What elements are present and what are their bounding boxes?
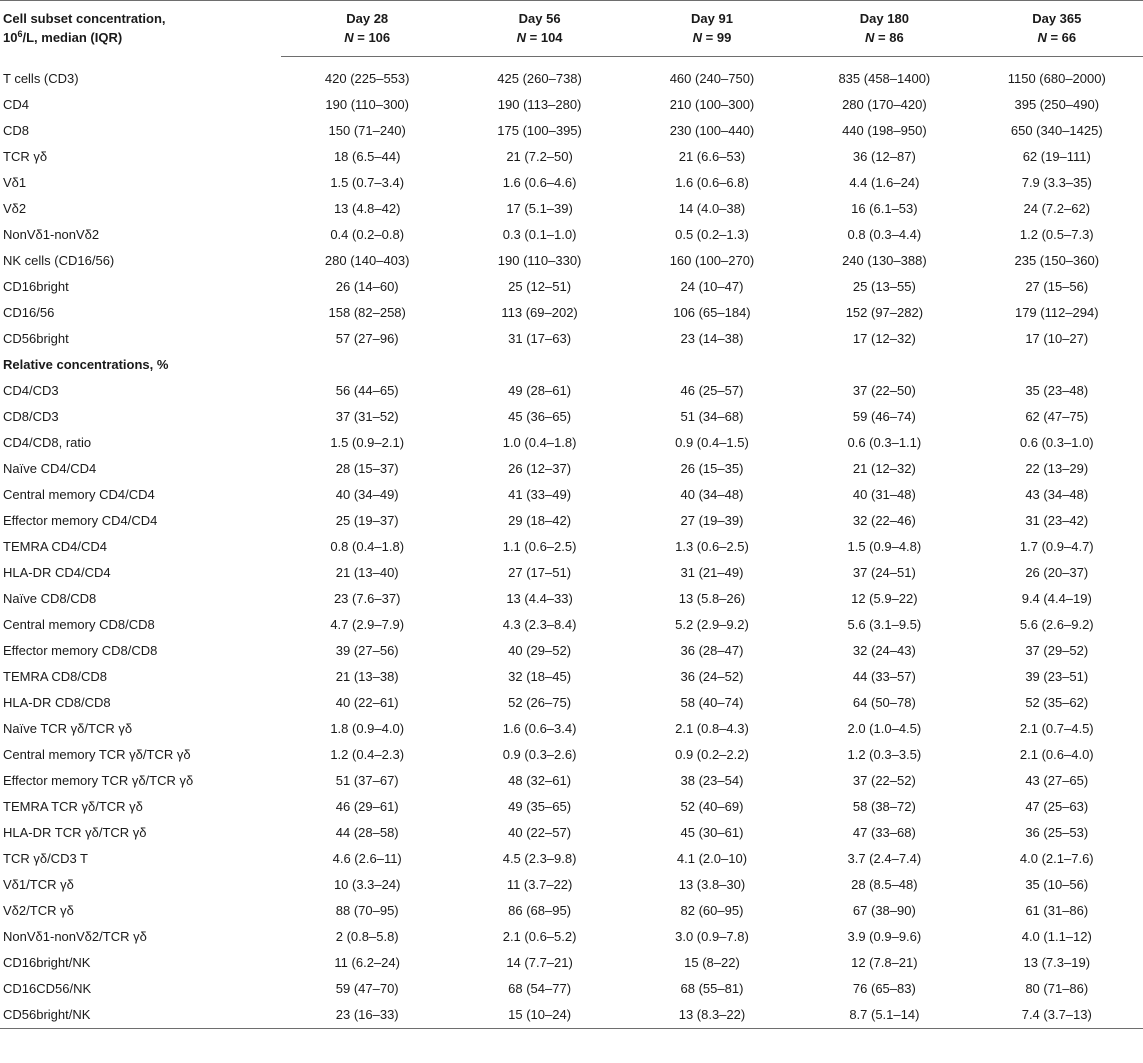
- cell-value: 31 (21–49): [680, 565, 744, 580]
- row-label: Naïve CD8/CD8: [3, 591, 97, 606]
- cell-value: 23 (14–38): [680, 331, 744, 346]
- cell-value: 4.3 (2.3–8.4): [502, 617, 577, 632]
- cell-value: 25 (19–37): [335, 513, 399, 528]
- table-row: [0, 326, 1143, 352]
- cell-value: 7.4 (3.7–13): [971, 1002, 1143, 1029]
- row-label: CD16/56: [3, 305, 55, 320]
- cell-value: 230 (100–440): [669, 123, 755, 138]
- row-label: CD4/CD3: [3, 383, 59, 398]
- cell-value: 28 (8.5–48): [851, 877, 918, 892]
- row-label: TCR γδ/CD3 T: [3, 851, 89, 866]
- cell-value: 1.2 (0.3–3.5): [847, 747, 922, 762]
- cell-value: 3.7 (2.4–7.4): [847, 851, 922, 866]
- row-label: NK cells (CD16/56): [3, 253, 115, 268]
- cell-value: 210 (100–300): [669, 97, 755, 112]
- cell-value: 13 (4.4–33): [506, 591, 573, 606]
- table-row: [0, 274, 1143, 300]
- cell-value: 1.1 (0.6–2.5): [502, 539, 577, 554]
- cell-value: 8.7 (5.1–14): [798, 1002, 970, 1029]
- cell-value: 650 (340–1425): [1010, 123, 1103, 138]
- n-value: 66: [1061, 30, 1077, 45]
- cell-value: 39 (27–56): [335, 643, 399, 658]
- cell-value: 25 (12–51): [508, 279, 572, 294]
- first-column-header: [0, 1, 281, 57]
- cell-value: 23 (7.6–37): [333, 591, 401, 606]
- cell-value: 240 (130–388): [842, 253, 927, 268]
- column-header-day: [626, 1, 798, 29]
- cell-value: 17 (12–32): [852, 331, 916, 346]
- cell-value: 59 (47–70): [335, 981, 399, 996]
- cell-value: 36 (25–53): [1025, 825, 1089, 840]
- cell-value: 4.4 (1.6–24): [849, 175, 920, 190]
- cell-value: 190 (110–300): [325, 97, 409, 112]
- row-label: Effector memory CD4/CD4: [3, 513, 158, 528]
- cell-value: 2 (0.8–5.8): [335, 929, 399, 944]
- cell-value: 26 (12–37): [508, 461, 572, 476]
- cell-value: 58 (40–74): [680, 695, 744, 710]
- cell-value: 0.9 (0.3–2.6): [502, 747, 577, 762]
- cell-value: 36 (28–47): [680, 643, 744, 658]
- cell-value: 40 (29–52): [508, 643, 572, 658]
- cell-value: 1.0 (0.4–1.8): [502, 435, 577, 450]
- cell-value: 35 (10–56): [1025, 877, 1089, 892]
- cell-value: 18 (6.5–44): [333, 149, 401, 164]
- cell-value: 68 (54–77): [508, 981, 572, 996]
- cell-value: 113 (69–202): [501, 305, 578, 320]
- cell-value: 3.0 (0.9–7.8): [675, 929, 749, 944]
- cell-value: 37 (22–52): [852, 773, 916, 788]
- row-label: Vδ2: [3, 201, 27, 216]
- cell-value: 5.6 (2.6–9.2): [1019, 617, 1094, 632]
- table-row: [0, 482, 1143, 508]
- cell-value: 460 (240–750): [669, 71, 755, 86]
- cell-value: 11 (6.2–24): [334, 955, 400, 970]
- day-label: Day 180: [859, 11, 909, 26]
- n-value: 104: [540, 30, 563, 45]
- cell-value: 80 (71–86): [1025, 981, 1089, 996]
- cell-value: 62 (19–111): [1022, 149, 1091, 164]
- cell-value: 31 (23–42): [1025, 513, 1089, 528]
- table-row: [0, 1002, 1143, 1029]
- column-header-n: N = 66: [971, 28, 1143, 57]
- first-column-header-line1: Cell subset concentration,: [3, 11, 166, 26]
- cell-value: 2.1 (0.8–4.3): [675, 721, 749, 736]
- cell-value: 0.6 (0.3–1.1): [847, 435, 922, 450]
- cell-value: 28 (15–37): [335, 461, 399, 476]
- row-label: HLA-DR CD4/CD4: [3, 565, 111, 580]
- cell-value: 32 (18–45): [508, 669, 572, 684]
- table-row: [0, 118, 1143, 144]
- table-row: [0, 690, 1143, 716]
- n-label: N: [1037, 30, 1047, 45]
- cell-value: 190 (110–330): [497, 253, 582, 268]
- n-label: N: [344, 30, 354, 45]
- cell-value: 45 (30–61): [680, 825, 744, 840]
- cell-value: 35 (23–48): [1025, 383, 1089, 398]
- cell-value: 17 (10–27): [1025, 331, 1089, 346]
- cell-value: 0.9 (0.4–1.5): [675, 435, 749, 450]
- cell-value: 0.3 (0.1–1.0): [502, 227, 577, 242]
- cell-value: 86 (68–95): [508, 903, 572, 918]
- cell-value: 51 (34–68): [680, 409, 744, 424]
- cell-value: 39 (23–51): [1025, 669, 1089, 684]
- cell-value: 1150 (680–2000): [1007, 71, 1106, 86]
- n-label: N: [865, 30, 875, 45]
- cell-value: 25 (13–55): [852, 279, 916, 294]
- cell-value: 62 (47–75): [1025, 409, 1089, 424]
- cell-value: 1.5 (0.7–3.4): [330, 175, 405, 190]
- cell-value: 22 (13–29): [1025, 461, 1089, 476]
- cell-value: 21 (7.2–50): [506, 149, 573, 164]
- cell-value: 2.0 (1.0–4.5): [847, 721, 922, 736]
- column-header-n: N = 86: [798, 28, 970, 57]
- cell-value: 1.5 (0.9–4.8): [847, 539, 922, 554]
- cell-value: 0.4 (0.2–0.8): [330, 227, 405, 242]
- cell-value: 36 (24–52): [680, 669, 744, 684]
- day-label: Day 91: [691, 11, 733, 26]
- table-row: [0, 430, 1143, 456]
- row-label: CD16bright/NK: [3, 955, 91, 970]
- day-label: Day 365: [1032, 11, 1082, 26]
- cell-value: 76 (65–83): [852, 981, 916, 996]
- cell-value: 420 (225–553): [324, 71, 410, 86]
- row-label: Central memory CD8/CD8: [3, 617, 155, 632]
- cell-value: [626, 352, 798, 378]
- cell-value: 152 (97–282): [845, 305, 924, 320]
- cell-value: 17 (5.1–39): [506, 201, 573, 216]
- cell-value: 43 (27–65): [1025, 773, 1089, 788]
- table-row: [0, 664, 1143, 690]
- table-row: [0, 534, 1143, 560]
- cell-value: 1.7 (0.9–4.7): [1019, 539, 1094, 554]
- row-label: CD56bright/NK: [0, 1002, 281, 1029]
- cell-value: 3.9 (0.9–9.6): [847, 929, 922, 944]
- cell-value: 36 (12–87): [852, 149, 916, 164]
- cell-value: [281, 352, 453, 378]
- cell-value: 1.3 (0.6–2.5): [675, 539, 749, 554]
- row-label: T cells (CD3): [3, 71, 79, 86]
- row-label: CD16CD56/NK: [3, 981, 92, 996]
- row-label: Effector memory CD8/CD8: [3, 643, 158, 658]
- cell-value: 395 (250–490): [1014, 97, 1100, 112]
- row-label: CD56bright: [3, 331, 69, 346]
- row-label: TEMRA TCR γδ/TCR γδ: [3, 799, 143, 814]
- cell-value: 13 (8.3–22): [626, 1002, 798, 1029]
- cell-value: 82 (60–95): [680, 903, 744, 918]
- cell-value: 5.6 (3.1–9.5): [847, 617, 922, 632]
- cell-value: 425 (260–738): [497, 71, 582, 86]
- cell-value: 14 (7.7–21): [506, 955, 573, 970]
- cell-value: 1.6 (0.6–3.4): [502, 721, 577, 736]
- row-label: TCR γδ: [3, 149, 48, 164]
- table-row: [0, 300, 1143, 326]
- cell-value: 21 (13–38): [335, 669, 399, 684]
- first-column-header-line2-pre: 10: [3, 30, 18, 45]
- row-label: TEMRA CD4/CD4: [3, 539, 108, 554]
- cell-value: 1.5 (0.9–2.1): [330, 435, 405, 450]
- cell-value: 14 (4.0–38): [678, 201, 746, 216]
- cell-value: 9.4 (4.4–19): [1021, 591, 1092, 606]
- table-row: [0, 872, 1143, 898]
- cell-value: 7.9 (3.3–35): [1021, 175, 1092, 190]
- table-row: [0, 586, 1143, 612]
- cell-value: 0.8 (0.3–4.4): [847, 227, 922, 242]
- row-label: CD4: [3, 97, 30, 112]
- cell-value: 37 (24–51): [852, 565, 916, 580]
- cell-value: 41 (33–49): [508, 487, 572, 502]
- cell-value: 175 (100–395): [497, 123, 582, 138]
- cell-value: 150 (71–240): [328, 123, 406, 138]
- cell-value: 106 (65–184): [673, 305, 751, 320]
- column-header-n: N = 104: [453, 28, 625, 57]
- cell-value: 4.6 (2.6–11): [332, 851, 402, 866]
- cell-value: 57 (27–96): [335, 331, 399, 346]
- cell-value: 47 (33–68): [852, 825, 916, 840]
- table-header: [0, 1, 1143, 57]
- table-row: [0, 378, 1143, 404]
- row-label: CD8/CD3: [3, 409, 59, 424]
- table-row: [0, 846, 1143, 872]
- cell-value: 51 (37–67): [335, 773, 399, 788]
- table-row: [0, 404, 1143, 430]
- cell-value: 4.5 (2.3–9.8): [502, 851, 577, 866]
- cell-value: 37 (22–50): [852, 383, 916, 398]
- cell-value: 190 (113–280): [497, 97, 582, 112]
- cell-value: [798, 352, 970, 378]
- row-label: Vδ1: [3, 175, 27, 190]
- row-label: NonVδ1-nonVδ2: [3, 227, 100, 242]
- cell-value: 52 (26–75): [508, 695, 572, 710]
- row-label: HLA-DR CD8/CD8: [3, 695, 111, 710]
- cell-value: 15 (10–24): [453, 1002, 625, 1029]
- cell-value: 15 (8–22): [684, 955, 740, 970]
- first-column-header-superscript: 6: [17, 29, 23, 39]
- cell-value: 32 (24–43): [852, 643, 916, 658]
- row-label: TEMRA CD8/CD8: [3, 669, 108, 684]
- cell-value: 43 (34–48): [1025, 487, 1089, 502]
- row-label: Naïve TCR γδ/TCR γδ: [3, 721, 133, 736]
- table-row: [0, 638, 1143, 664]
- cell-value: 27 (15–56): [1025, 279, 1089, 294]
- cell-value: 26 (14–60): [335, 279, 399, 294]
- n-value: 86: [889, 30, 904, 45]
- cell-value: 2.1 (0.7–4.5): [1019, 721, 1094, 736]
- table-row: [0, 768, 1143, 794]
- cell-value: 280 (140–403): [324, 253, 410, 268]
- cell-value: 4.7 (2.9–7.9): [330, 617, 405, 632]
- cell-value: 47 (25–63): [1025, 799, 1089, 814]
- cell-value: 12 (5.9–22): [851, 591, 918, 606]
- cell-value: 10 (3.3–24): [333, 877, 401, 892]
- table-row: [0, 456, 1143, 482]
- row-label: Vδ1/TCR γδ: [3, 877, 74, 892]
- cell-value: 0.9 (0.2–2.2): [675, 747, 749, 762]
- cell-value: 40 (22–61): [335, 695, 399, 710]
- table-row: [0, 66, 1143, 92]
- cell-value: 56 (44–65): [335, 383, 399, 398]
- cell-value: 38 (23–54): [680, 773, 744, 788]
- n-label: N: [692, 30, 703, 45]
- table-row: [0, 950, 1143, 976]
- n-value: 106: [368, 30, 391, 45]
- row-label: Central memory TCR γδ/TCR γδ: [3, 747, 191, 762]
- cell-value: 179 (112–294): [1014, 305, 1099, 320]
- table-body: [0, 57, 1143, 1029]
- cell-value: 1.2 (0.5–7.3): [1019, 227, 1094, 242]
- cell-value: 31 (17–63): [508, 331, 572, 346]
- row-label: HLA-DR TCR γδ/TCR γδ: [3, 825, 147, 840]
- table-row: [0, 924, 1143, 950]
- column-header-day: [281, 1, 453, 29]
- cell-value: 440 (198–950): [842, 123, 927, 138]
- cell-value: 40 (34–48): [680, 487, 744, 502]
- cell-value: 48 (32–61): [508, 773, 572, 788]
- cell-value: 68 (55–81): [680, 981, 744, 996]
- n-label: N: [516, 30, 527, 45]
- cell-value: 40 (22–57): [508, 825, 572, 840]
- cell-value: 4.0 (1.1–12): [1021, 929, 1092, 944]
- cell-value: 16 (6.1–53): [851, 201, 918, 216]
- cell-value: 13 (7.3–19): [1023, 955, 1091, 970]
- row-label: Naïve CD4/CD4: [3, 461, 97, 476]
- cell-value: 0.5 (0.2–1.3): [675, 227, 749, 242]
- section-header-row: [0, 352, 1143, 378]
- cell-value: 32 (22–46): [852, 513, 916, 528]
- day-label: Day 28: [346, 11, 389, 26]
- column-header-day: [971, 1, 1143, 29]
- table-row: [0, 508, 1143, 534]
- cell-value: 21 (13–40): [335, 565, 399, 580]
- cell-value: [453, 352, 625, 378]
- table-row: [0, 820, 1143, 846]
- cell-value: 27 (19–39): [680, 513, 744, 528]
- row-label: CD16bright: [3, 279, 69, 294]
- cell-value: 44 (33–57): [852, 669, 916, 684]
- table-row: [0, 196, 1143, 222]
- cell-value: 280 (170–420): [842, 97, 927, 112]
- cell-value: 1.2 (0.4–2.3): [330, 747, 405, 762]
- column-header-n: N = 99: [626, 28, 798, 57]
- table-row: [0, 976, 1143, 1002]
- cell-value: 46 (25–57): [680, 383, 744, 398]
- cell-value: 45 (36–65): [508, 409, 572, 424]
- cell-value: 27 (17–51): [508, 565, 572, 580]
- cell-value: 40 (34–49): [335, 487, 399, 502]
- cell-value: 160 (100–270): [669, 253, 755, 268]
- cell-value: 1.6 (0.6–6.8): [675, 175, 749, 190]
- cell-value: 26 (15–35): [680, 461, 744, 476]
- cell-value: 0.6 (0.3–1.0): [1019, 435, 1094, 450]
- column-header-day: [798, 1, 970, 29]
- cell-value: 5.2 (2.9–9.2): [675, 617, 749, 632]
- table-row: [0, 170, 1143, 196]
- cell-value: 158 (82–258): [328, 305, 406, 320]
- cell-value: 29 (18–42): [508, 513, 572, 528]
- day-label: Day 56: [518, 11, 561, 26]
- table-row: [0, 560, 1143, 586]
- cell-value: 58 (38–72): [852, 799, 916, 814]
- cell-value: 21 (6.6–53): [678, 149, 746, 164]
- table-row: [0, 222, 1143, 248]
- cell-value: 4.0 (2.1–7.6): [1019, 851, 1094, 866]
- cell-value: 12 (7.8–21): [851, 955, 918, 970]
- n-value: 99: [716, 30, 732, 45]
- cell-value: 88 (70–95): [335, 903, 399, 918]
- cell-value: 1.6 (0.6–4.6): [502, 175, 577, 190]
- table-row: [0, 248, 1143, 274]
- column-header-day: [453, 1, 625, 29]
- table-row: [0, 92, 1143, 118]
- row-label: Central memory CD4/CD4: [3, 487, 155, 502]
- cell-value: 59 (46–74): [852, 409, 916, 424]
- first-column-header-line2-post: /L, median (IQR): [22, 30, 123, 45]
- table-row: [0, 898, 1143, 924]
- cell-value: 1.8 (0.9–4.0): [330, 721, 405, 736]
- row-label: CD4/CD8, ratio: [3, 435, 92, 450]
- cell-value: 0.8 (0.4–1.8): [330, 539, 405, 554]
- cell-value: [971, 352, 1143, 378]
- cell-value: 49 (28–61): [508, 383, 572, 398]
- cell-value: 4.1 (2.0–10): [676, 851, 748, 866]
- table-row: [0, 612, 1143, 638]
- table-row: [0, 144, 1143, 170]
- cell-value: 13 (5.8–26): [678, 591, 746, 606]
- header-row-1: [0, 1, 1143, 29]
- cell-value: 24 (10–47): [680, 279, 744, 294]
- spacer-row: [0, 57, 1143, 67]
- cell-value: 11 (3.7–22): [506, 877, 573, 892]
- cell-value: 61 (31–86): [1025, 903, 1089, 918]
- cell-value: 21 (12–32): [852, 461, 916, 476]
- row-label: CD8: [3, 123, 30, 138]
- cell-value: 2.1 (0.6–4.0): [1019, 747, 1094, 762]
- column-header-n: N = 106: [281, 28, 453, 57]
- cell-value: 49 (35–65): [508, 799, 572, 814]
- table-row: [0, 716, 1143, 742]
- cell-value: 44 (28–58): [335, 825, 399, 840]
- cell-value: 40 (31–48): [852, 487, 916, 502]
- cell-value: 13 (3.8–30): [678, 877, 746, 892]
- section-label: Relative concentrations, %: [3, 357, 169, 372]
- cell-value: 52 (40–69): [680, 799, 744, 814]
- table-row: [0, 742, 1143, 768]
- cell-value: 2.1 (0.6–5.2): [502, 929, 577, 944]
- table-row: [0, 794, 1143, 820]
- row-label: Effector memory TCR γδ/TCR γδ: [3, 773, 194, 788]
- cell-value: 835 (458–1400): [838, 71, 931, 86]
- cell-value: 37 (29–52): [1025, 643, 1089, 658]
- row-label: NonVδ1-nonVδ2/TCR γδ: [3, 929, 147, 944]
- cell-value: 235 (150–360): [1014, 253, 1100, 268]
- cell-value: 23 (16–33): [281, 1002, 453, 1029]
- cell-value: 24 (7.2–62): [1023, 201, 1091, 216]
- cell-value: 37 (31–52): [335, 409, 399, 424]
- cell-value: 46 (29–61): [335, 799, 399, 814]
- cell-value: 67 (38–90): [852, 903, 916, 918]
- cell-value: 64 (50–78): [852, 695, 916, 710]
- row-label: Vδ2/TCR γδ: [3, 903, 74, 918]
- cell-value: 13 (4.8–42): [333, 201, 401, 216]
- cell-value: 26 (20–37): [1025, 565, 1089, 580]
- cell-value: 52 (35–62): [1025, 695, 1089, 710]
